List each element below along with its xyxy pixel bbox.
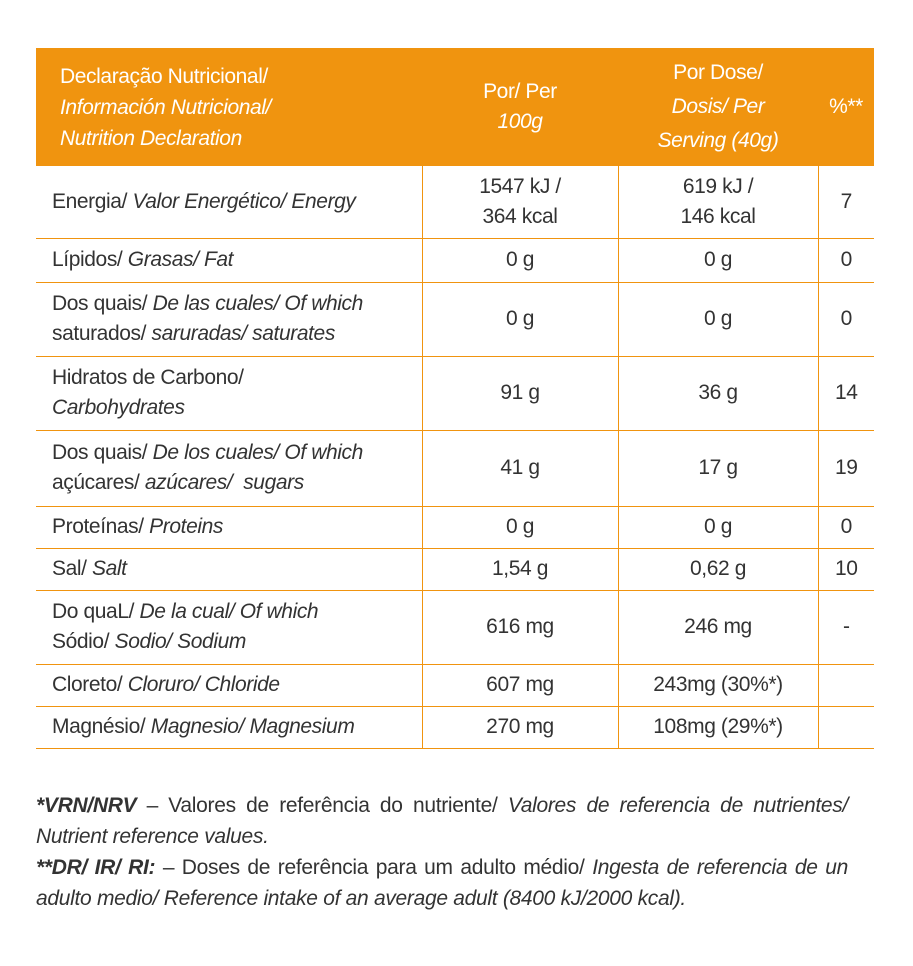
table-row-magnesium [36,706,874,748]
header-per-serving: Por Dose/ Dosis/ Per Serving (40g) [618,48,818,166]
row-dose: 17 g [618,430,818,506]
row-pct: 7 [818,166,874,238]
row-pct: 10 [818,548,874,590]
row-dose: 0,62 g [618,548,818,590]
header-declaration: Declaração Nutricional/ Información Nutricional/ Nutrition Declaration [36,48,422,166]
table-row-energy [36,166,874,238]
row-dose: 0 g [618,282,818,356]
row-pct [818,706,874,748]
row-pct: - [818,590,874,664]
row-label: Energia/ Valor Energético/ Energy [36,166,422,238]
row-dose: 0 g [618,506,818,548]
row-per100: 91 g [422,356,618,430]
row-label: Sal/ Salt [36,548,422,590]
table-row-carbohydrates [36,356,874,430]
row-dose: 619 kJ / 146 kcal [618,166,818,238]
table-row-chloride [36,664,874,706]
table-row-fat [36,238,874,282]
row-dose: 246 mg [618,590,818,664]
row-label: Do quaL/ De la cual/ Of which Sódio/ Sodio/ Sodium [36,590,422,664]
row-per100: 616 mg [422,590,618,664]
row-label: Dos quais/ De los cuales/ Of which açúcares/ azúcares/ sugars [36,430,422,506]
row-pct: 0 [818,238,874,282]
row-pct [818,664,874,706]
row-pct: 19 [818,430,874,506]
row-dose: 0 g [618,238,818,282]
table-row-saturates [36,282,874,356]
row-per100: 0 g [422,506,618,548]
table-row-salt [36,548,874,590]
table-row-proteins [36,506,874,548]
footnote-vrn: *VRN/NRV – Valores de referência do nutriente/ Valores de referencia de nutrientes/ Nutrient reference values. [36,794,849,848]
row-per100: 0 g [422,238,618,282]
row-label: Magnésio/ Magnesio/ Magnesium [36,706,422,748]
row-label: Cloreto/ Cloruro/ Chloride [36,664,422,706]
row-label: Proteínas/ Proteins [36,506,422,548]
row-per100: 270 mg [422,706,618,748]
row-per100: 607 mg [422,664,618,706]
row-dose: 36 g [618,356,818,430]
row-label: Lípidos/ Grasas/ Fat [36,238,422,282]
row-per100: 0 g [422,282,618,356]
footnotes [36,790,848,914]
row-pct: 0 [818,282,874,356]
row-dose: 243mg (30%*) [618,664,818,706]
table-row-sugars [36,430,874,506]
row-pct: 14 [818,356,874,430]
row-dose: 108mg (29%*) [618,706,818,748]
table-row-sodium [36,590,874,664]
header-per-100g: Por/ Per 100g [422,48,618,166]
row-label: Hidratos de Carbono/ Carbohydrates [36,356,422,430]
header-percent: %** [818,48,874,166]
row-per100: 1,54 g [422,548,618,590]
row-per100: 1547 kJ / 364 kcal [422,166,618,238]
row-pct: 0 [818,506,874,548]
table-header-row [36,48,874,166]
row-per100: 41 g [422,430,618,506]
nutrition-table-container [36,48,874,749]
footnote-dr: **DR/ IR/ RI: – Doses de referência para um adulto médio/ Ingesta de referencia de un adulto medio/ Reference intake of an average adult (8400 kJ/2000 kcal). [36,856,849,910]
nutrition-table [36,48,874,749]
row-label: Dos quais/ De las cuales/ Of which saturados/ saruradas/ saturates [36,282,422,356]
